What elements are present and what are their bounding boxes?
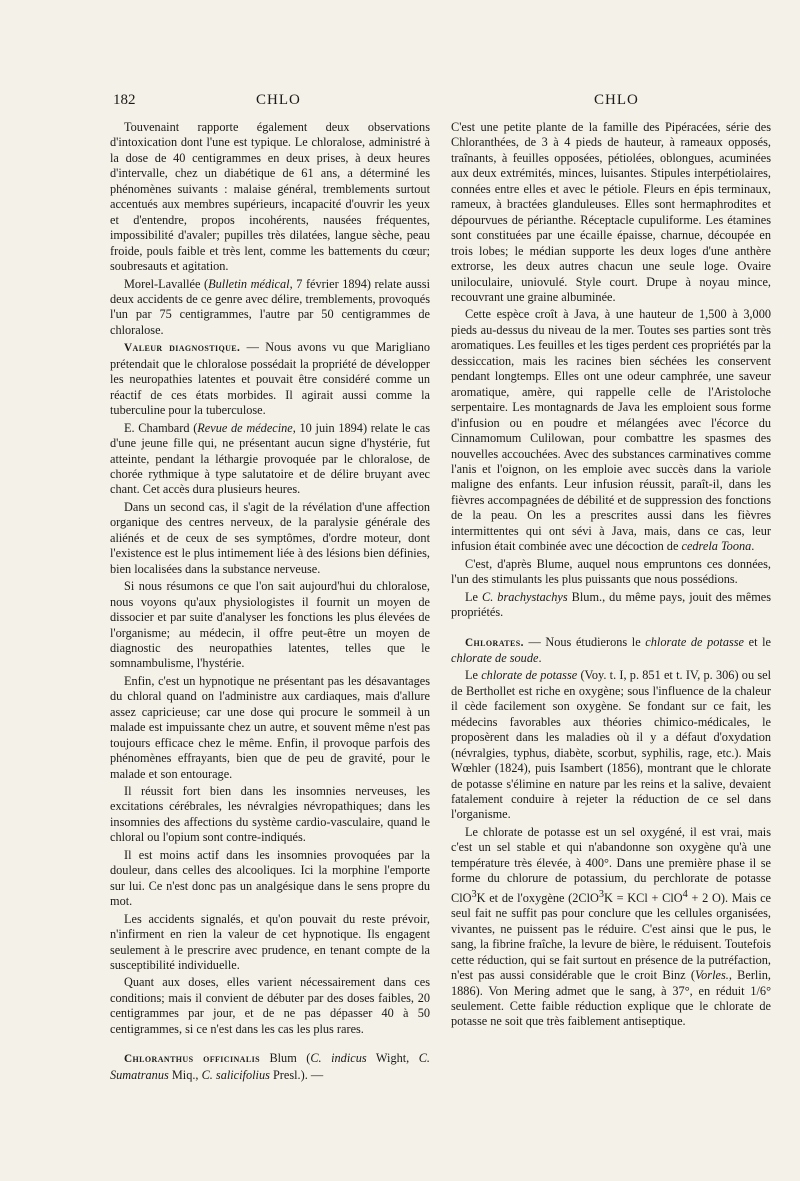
paragraph: Le chlorate de potasse est un sel oxygéné, il est vrai, mais c'est un sel stable et qui n'abandonne son oxygène qu'à une température très élevée, à 400°. Dans une première phase il se forme du chlorure de potassium, du perchlorate de potasse ClO$^3$K et de l'oxygène (2ClO$^3$K = KCl + ClO$^4$ + 2 O). Mais ce seul fait ne suffit pas pour conclure que les cellules organisées, vivantes, ne puissent pas le réduire. C'est ainsi que le pus, le sang, la fibrine fraîche, la levure de bière, le réduisent. Toutefois cette réduction, qui se fait surtout en présence de la putréfaction, n'est pas aussi considérable que le croit Binz (Vorles., Berlin, 1886). Von Mering admet que le sang, à 37°, en réduit 1/6° seulement. Cette faible réduction explique que le chlorate de potasse ne soit que très faiblement antiseptique.: [451, 824, 771, 1029]
page-number: 182: [113, 92, 136, 108]
paragraph: Il est moins actif dans les insomnies provoquées par la douleur, dans celles des alcooliques. Ici la morphine l'emporte sur lui. Ce n'est donc pas un analgésique dans le sens propre du mot.: [110, 847, 430, 909]
right-column: [451, 120, 771, 1030]
paragraph: Le C. brachystachys Blum., du même pays, jouit des mêmes propriétés.: [451, 589, 772, 620]
paragraph: Valeur diagnostique. — Nous avons vu que Marigliano prétendait que le chloralose possédait la propriété de développer les neuropathies latentes et pouvait être considéré comme un réactif de ces états morbides. Il agirait aussi comme la tuberculine pour la tuberculose.: [110, 340, 430, 418]
paragraph: Si nous résumons ce que l'on sait aujourd'hui du chloralose, nous voyons qu'aux physiologistes il fournit un moyen de dissocier et par suite d'analyser les fonctions les plus élevées de l'organisme; au médecin, il offre peut-être un moyen de diagnostic des neuropathies latentes, telles que le somnambulisme, l'hystérie.: [110, 579, 430, 671]
left-running-title: CHLO: [256, 92, 301, 108]
right-running-title: CHLO: [594, 92, 639, 108]
paragraph: C'est une petite plante de la famille des Pipéracées, série des Chloranthées, de 3 à 4 pieds de hauteur, à rameaux opposés, traînants, à feuilles opposées, pétiolées, oblongues, acuminées aux deux extrémités, minces, luisantes. Stipules interpétiolaires, connées entre elles et avec le pétiole. Fleurs en épis terminaux, rameux, à bractées glanduleuses. Elles sont hermaphrodites et dépourvues de périanthe. Réceptacle cupuliforme. Les étamines sont constituées par une écaille épaisse, charnue, découpée en trois lobes; le médian supporte les deux loges d'une anthère extrorse, les deux autres chacun une seule loge. Ovaire uniloculaire, uniovulé. Style court. Drupe à noyau mince, recouvrant une graine albuminée.: [451, 120, 771, 304]
paragraph: Il réussit fort bien dans les insomnies nerveuses, les excitations cérébrales, les névralgies névropathiques; dans les insomnies des affections du système cardio-vasculaire, quand le chloral ou l'opium sont contre-indiqués.: [110, 784, 430, 845]
section-heading: Valeur diagnostique.: [124, 342, 241, 355]
paragraph: Quant aux doses, elles varient nécessairement dans ces conditions; mais il convient de débuter par des doses faibles, 20 centigrammes par jour, et de ne pas dépasser 40 à 50 centigrammes, si ce n'est dans les cas les plus rares.: [110, 975, 430, 1036]
left-column: [110, 120, 430, 1083]
paragraph: Le chlorate de potasse (Voy. t. I, p. 851 et t. IV, p. 306) ou sel de Berthollet est riche en oxygène; sous l'influence de la chaleur il cède facilement son oxygène. Se fondant sur ce fait, les médecins favorables aux théories chimico-médicales, le proposèrent dans les maladies où il y a défaut d'oxydation (névralgies, typhus, diabète, scorbut, syphilis, rage, etc.). Mais Wœhler (1824), puis Isambert (1856), montrant que le chlorate de potasse s'élimine en nature par les reins et la salive, devaient fatalement conduire à rejeter la réduction de ce sel dans l'organisme.: [451, 668, 771, 822]
paragraph: E. Chambard (Revue de médecine, 10 juin 1894) relate le cas d'une jeune fille qui, ne présentant aucun signe d'hystérie, fut atteinte, pendant la léthargie provoquée par le chloralose, de chorée rythmique à type salutatoire et de délire bruyant avec chant. Cet accès dura plusieurs heures.: [110, 420, 430, 497]
entry-heading: Chlorates.: [465, 636, 524, 649]
journal-title: Revue de médecine: [197, 420, 293, 435]
paragraph: C'est, d'après Blume, auquel nous empruntons ces données, l'un des stimulants les plus puissants que nous possédions.: [451, 556, 771, 587]
species-name: C. brachystachys: [482, 589, 568, 604]
entry-paragraph: Chlorates. — Nous étudierons le chlorate de potasse et le chlorate de soude.: [451, 634, 771, 665]
paragraph: Les accidents signalés, et qu'on pouvait du reste prévoir, n'infirment en rien la valeur de cet hypnotique. Ils engagent seulement à le prescrire avec prudence, en tenant compte de la susceptibilité individuelle.: [110, 911, 430, 973]
paragraph: Morel-Lavallée (Bulletin médical, 7 février 1894) relate aussi deux accidents de ce genre avec délire, tremblements, provoqués l'un par 75 centigrammes, l'autre par 50 centigrammes de chloralose.: [110, 276, 430, 337]
entry-paragraph: Chloranthus officinalis Blum (C. indicus Wight, C. Sumatranus Miq., C. salicifolius Presl.). —: [110, 1051, 431, 1082]
paragraph: Touvenaint rapporte également deux observations d'intoxication dont l'une est typique. Le chloralose, administré à la dose de 40 centigrammes en deux prises, à deux heures d'intervalle, chez un diabétique de 61 ans, a déterminé les phénomènes suivants : malaise général, tremblements surtout accentués aux membres supérieurs, incapacité d'ouvrir les yeux et d'entendre, propos incohérents, nausées fréquentes, impossibilité d'avaler; pupilles très dilatées, langue sèche, peau froide, pouls faible et très lent, comme les battements du cœur; soubresauts et agitation.: [110, 120, 430, 274]
paragraph: Enfin, c'est un hypnotique ne présentant pas les désavantages du chloral quand on l'administre aux cardiaques, mais d'allure assez capricieuse; car une dose qui procure le sommeil à un malade est impuissante chez un autre, et souvent même n'est pas toujours efficace chez le même. Enfin, il provoque parfois des phénomènes effrayants, bien que de peu de gravité, pour le malade et son entourage.: [110, 673, 430, 781]
journal-title: Bulletin médical: [208, 276, 290, 291]
paragraph: Cette espèce croît à Java, à une hauteur de 1,500 à 3,000 pieds au-dessus du niveau de la mer. Toutes ses parties sont très aromatiques. Les feuilles et les tiges perdent ces propriétés par la dessiccation, mais les racines bien séchées les conservent pendant longtemps. Elles ont une odeur camphrée, une saveur aromatique, amère, qui rappelle celle de l'Aristoloche serpentaire. Les montagnards de Java les emploient sous forme d'infusion ou en poudre et mélangées avec l'écorce du Cinnamomum Culilowan, pour combattre les spasmes des nouvelles accouchées. Avec des substances carminatives comme l'anis et l'oignon, on les emploie avec succès dans la variole maligne des enfants. Leur infusion réussit, paraît-il, dans les fièvres accompagnées de débilité et de suppression des fonctions de la peau. On les a prescrites aussi dans les fièvres intermittentes qui ont sévi à Java, mais, dans ce cas, leur infusion était combinée avec une décoction de cedrela Toona.: [451, 307, 771, 554]
running-header: [0, 92, 800, 112]
paragraph: Dans un second cas, il s'agit de la révélation d'une affection organique des centres nerveux, de la paralysie générale des aliénés et de ceux de ses symptômes, d'ordre moteur, dont l'existence est le plus intimement liée à des lésions bien définies, bien localisées dans la substance nerveuse.: [110, 499, 430, 576]
entry-heading: Chloranthus officinalis: [124, 1053, 260, 1066]
